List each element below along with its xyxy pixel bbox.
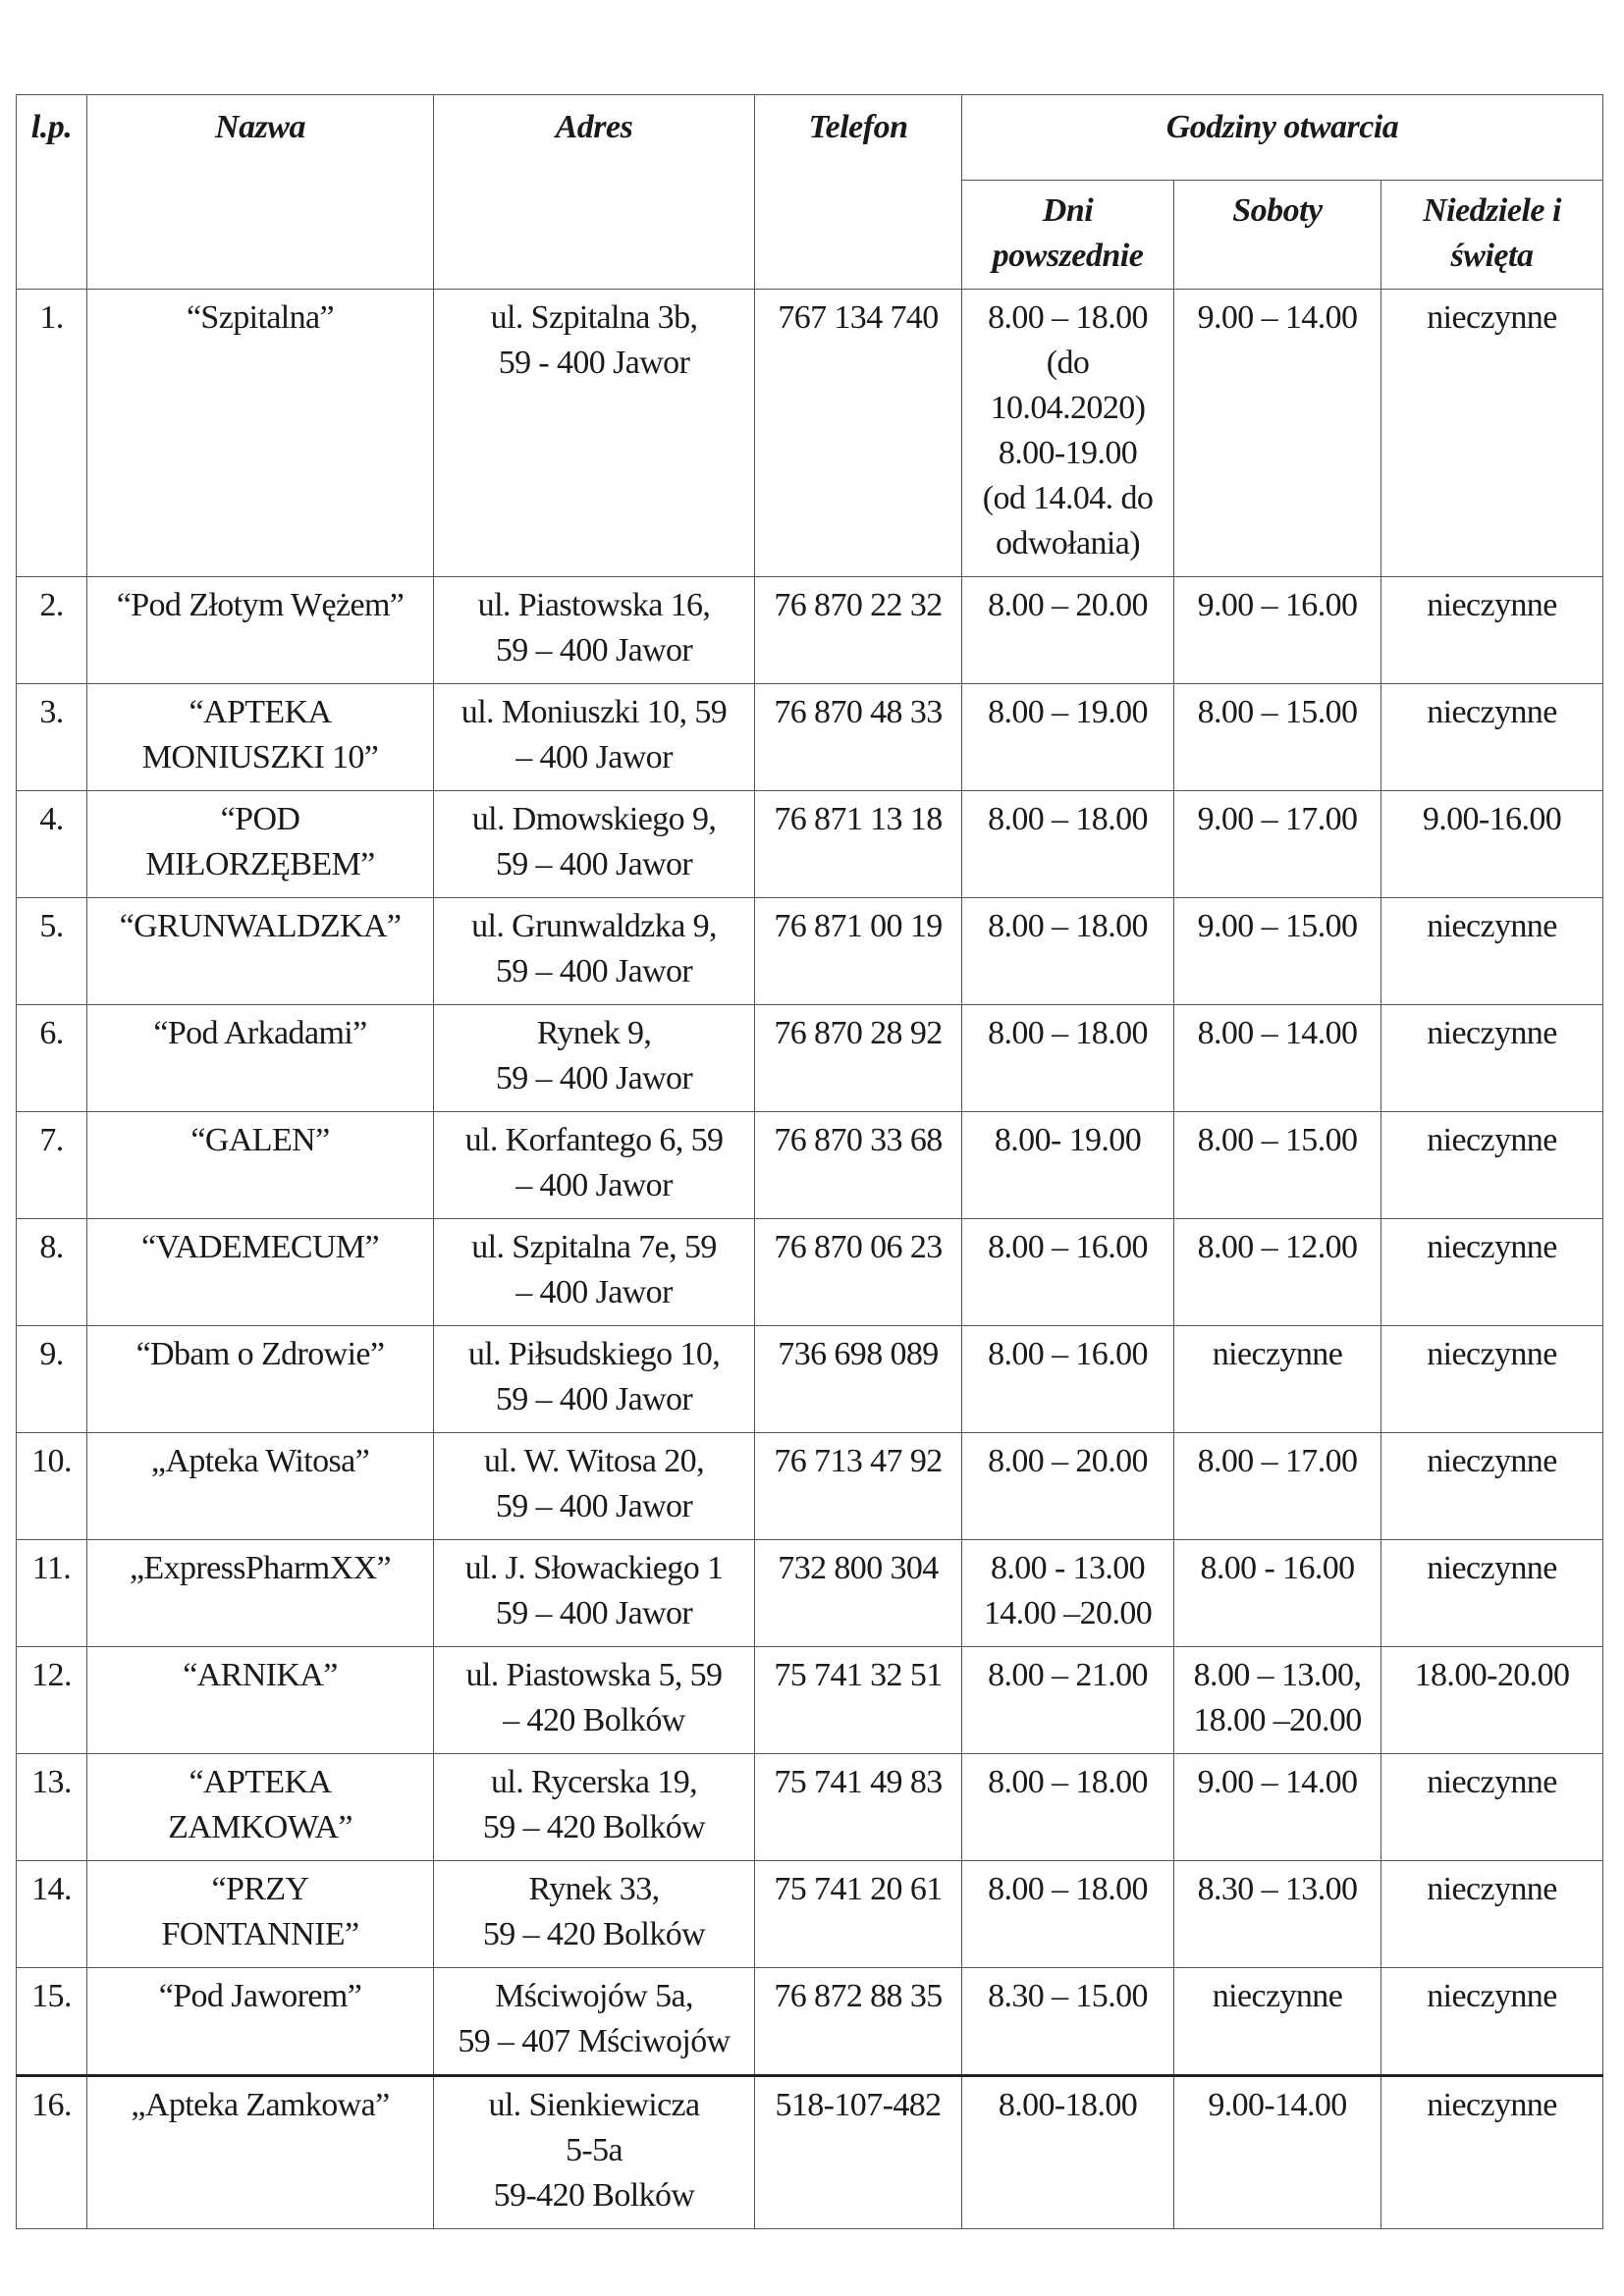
- cell-name: [87, 2076, 434, 2229]
- cell-sunday-hours-line: nieczynne: [1427, 587, 1557, 623]
- cell-name-line: “APTEKA: [189, 694, 332, 730]
- cell-weekdays-hours: [962, 1647, 1174, 1754]
- cell-weekdays-hours-line: 14.00 –20.00: [983, 1595, 1153, 1631]
- cell-weekdays-hours-line: 8.00 – 16.00: [988, 1336, 1148, 1372]
- cell-lp: 5.: [17, 898, 87, 1005]
- cell-phone: 736 698 089: [755, 1326, 962, 1433]
- cell-sunday-hours-line: nieczynne: [1427, 1229, 1557, 1265]
- table-row: [17, 290, 1603, 577]
- cell-name-line: “Pod Złotym Wężem”: [116, 587, 405, 623]
- cell-weekdays-hours: [962, 791, 1174, 898]
- table-row: [17, 1326, 1603, 1433]
- cell-saturday-hours-line: 9.00 – 14.00: [1197, 1764, 1358, 1800]
- cell-address-line: 59 – 400 Jawor: [495, 1595, 693, 1631]
- header-lp: l.p.: [17, 95, 87, 290]
- cell-sunday-hours: [1381, 1968, 1603, 2076]
- cell-saturday-hours-line: 9.00 – 16.00: [1197, 587, 1358, 623]
- cell-saturday-hours-line: 18.00 –20.00: [1193, 1702, 1362, 1738]
- cell-saturday-hours: [1174, 290, 1381, 577]
- cell-weekdays-hours-line: 8.00-18.00: [998, 2087, 1138, 2123]
- table-row: [17, 1112, 1603, 1219]
- cell-name-line: “ARNIKA”: [183, 1657, 338, 1693]
- cell-address-line: – 420 Bolków: [503, 1702, 685, 1738]
- cell-address-line: ul. J. Słowackiego 1: [464, 1550, 724, 1586]
- cell-address: [434, 577, 755, 684]
- cell-name: [87, 577, 434, 684]
- cell-sunday-hours: [1381, 1861, 1603, 1968]
- cell-name-line: “PRZY: [211, 1871, 309, 1907]
- cell-phone: 76 870 28 92: [755, 1005, 962, 1112]
- cell-address-line: Rynek 9,: [536, 1015, 652, 1051]
- cell-address-line: – 400 Jawor: [515, 1167, 673, 1203]
- cell-sunday-hours-line: nieczynne: [1427, 1122, 1557, 1158]
- cell-address-line: 5-5a: [565, 2132, 623, 2168]
- cell-weekdays-hours-line: 8.00- 19.00: [994, 1122, 1142, 1158]
- cell-sunday-hours: [1381, 898, 1603, 1005]
- cell-address-line: ul. Szpitalna 3b,: [490, 299, 698, 336]
- table-row: [17, 898, 1603, 1005]
- cell-name: [87, 1219, 434, 1326]
- cell-name: [87, 1861, 434, 1968]
- cell-saturday-hours-line: 8.00 – 15.00: [1197, 1122, 1358, 1158]
- cell-weekdays-hours-line: 8.00 – 19.00: [988, 694, 1148, 730]
- cell-address: [434, 1005, 755, 1112]
- cell-weekdays-hours-line: 8.00 – 20.00: [988, 587, 1148, 623]
- cell-address-line: ul. Piłsudskiego 10,: [467, 1336, 721, 1372]
- cell-lp: 2.: [17, 577, 87, 684]
- cell-address-line: ul. W. Witosa 20,: [484, 1443, 704, 1479]
- cell-sunday-hours-line: nieczynne: [1427, 1443, 1557, 1479]
- cell-name-line: “POD: [220, 801, 300, 837]
- cell-saturday-hours: [1174, 898, 1381, 1005]
- cell-weekdays-hours-line: 10.04.2020): [990, 390, 1146, 426]
- cell-saturday-hours-line: 8.00 - 16.00: [1200, 1550, 1355, 1586]
- table-row: [17, 1540, 1603, 1647]
- cell-lp: 16.: [17, 2076, 87, 2229]
- cell-address-line: 59-420 Bolków: [493, 2177, 695, 2214]
- cell-saturday-hours: [1174, 1005, 1381, 1112]
- cell-name-line: MIŁORZĘBEM”: [145, 846, 375, 882]
- cell-lp: 12.: [17, 1647, 87, 1754]
- cell-sunday-hours-line: 9.00-16.00: [1422, 801, 1562, 837]
- cell-name: [87, 684, 434, 791]
- cell-lp: 10.: [17, 1433, 87, 1540]
- cell-phone: 76 871 13 18: [755, 791, 962, 898]
- cell-saturday-hours: [1174, 1326, 1381, 1433]
- cell-weekdays-hours-line: 8.00 – 18.00: [988, 908, 1148, 944]
- cell-address: [434, 1647, 755, 1754]
- table-row: [17, 577, 1603, 684]
- cell-address: [434, 1754, 755, 1861]
- table-row: [17, 1754, 1603, 1861]
- cell-address: [434, 791, 755, 898]
- cell-phone: 76 713 47 92: [755, 1433, 962, 1540]
- cell-address-line: ul. Moniuszki 10, 59: [460, 694, 728, 730]
- cell-name-line: FONTANNIE”: [161, 1916, 359, 1952]
- cell-sunday-hours: [1381, 1647, 1603, 1754]
- table-row: [17, 684, 1603, 791]
- cell-phone: 75 741 20 61: [755, 1861, 962, 1968]
- cell-phone: 767 134 740: [755, 290, 962, 577]
- pharmacy-table-page: [16, 94, 1602, 2229]
- cell-phone: 75 741 49 83: [755, 1754, 962, 1861]
- cell-address: [434, 1540, 755, 1647]
- cell-sunday-hours: [1381, 2076, 1603, 2229]
- header-address: Adres: [434, 95, 755, 290]
- cell-saturday-hours-line: 8.00 – 12.00: [1197, 1229, 1358, 1265]
- cell-weekdays-hours-line: 8.00 – 18.00: [988, 1015, 1148, 1051]
- cell-address-line: ul. Piastowska 5, 59: [465, 1657, 723, 1693]
- cell-saturday-hours: [1174, 1219, 1381, 1326]
- header-weekdays-line1: Dni: [1042, 192, 1094, 229]
- cell-weekdays-hours-line: 8.00 – 16.00: [988, 1229, 1148, 1265]
- cell-phone: 76 870 22 32: [755, 577, 962, 684]
- cell-sunday-hours: [1381, 1540, 1603, 1647]
- cell-saturday-hours-line: 8.00 – 15.00: [1197, 694, 1358, 730]
- cell-weekdays-hours-line: 8.00 – 18.00: [988, 299, 1148, 336]
- cell-sunday-hours: [1381, 1112, 1603, 1219]
- cell-address: [434, 2076, 755, 2229]
- cell-saturday-hours: [1174, 577, 1381, 684]
- cell-weekdays-hours: [962, 1754, 1174, 1861]
- cell-address: [434, 1968, 755, 2076]
- cell-sunday-hours: [1381, 791, 1603, 898]
- cell-name-line: ZAMKOWA”: [168, 1809, 352, 1845]
- cell-address-line: ul. Rycerska 19,: [491, 1764, 697, 1800]
- cell-weekdays-hours: [962, 1112, 1174, 1219]
- cell-phone: 76 870 06 23: [755, 1219, 962, 1326]
- cell-saturday-hours-line: 8.30 – 13.00: [1197, 1871, 1358, 1907]
- cell-lp: 15.: [17, 1968, 87, 2076]
- cell-weekdays-hours: [962, 1968, 1174, 2076]
- cell-name-line: „Apteka Zamkowa”: [131, 2087, 390, 2123]
- cell-name-line: “Szpitalna”: [186, 299, 335, 336]
- cell-weekdays-hours-line: 8.00 - 13.00: [990, 1550, 1146, 1586]
- cell-name: [87, 1005, 434, 1112]
- cell-address-line: ul. Sienkiewicza: [488, 2087, 700, 2123]
- table-row: [17, 1968, 1603, 2076]
- cell-name: [87, 1540, 434, 1647]
- cell-address-line: ul. Dmowskiego 9,: [471, 801, 717, 837]
- cell-lp: 14.: [17, 1861, 87, 1968]
- cell-name-line: „Apteka Witosa”: [150, 1443, 370, 1479]
- table-row: [17, 1219, 1603, 1326]
- cell-address-line: 59 – 420 Bolków: [482, 1809, 706, 1845]
- cell-lp: 7.: [17, 1112, 87, 1219]
- cell-address: [434, 684, 755, 791]
- cell-sunday-hours-line: nieczynne: [1427, 1978, 1557, 2014]
- cell-weekdays-hours-line: (do: [1046, 345, 1090, 381]
- cell-address-line: ul. Grunwaldzka 9,: [471, 908, 717, 944]
- cell-sunday-hours: [1381, 290, 1603, 577]
- cell-saturday-hours-line: 9.00-14.00: [1208, 2087, 1347, 2123]
- header-phone: Telefon: [755, 95, 962, 290]
- cell-lp: 11.: [17, 1540, 87, 1647]
- cell-sunday-hours: [1381, 1326, 1603, 1433]
- cell-weekdays-hours: [962, 1433, 1174, 1540]
- cell-sunday-hours: [1381, 1754, 1603, 1861]
- cell-address-line: 59 – 407 Mściwojów: [458, 2023, 731, 2059]
- cell-sunday-hours: [1381, 577, 1603, 684]
- cell-saturday-hours-line: 8.00 – 14.00: [1197, 1015, 1358, 1051]
- cell-sunday-hours: [1381, 1433, 1603, 1540]
- cell-weekdays-hours: [962, 2076, 1174, 2229]
- cell-weekdays-hours: [962, 1005, 1174, 1112]
- cell-name-line: “Pod Jaworem”: [158, 1978, 362, 2014]
- cell-sunday-hours-line: nieczynne: [1427, 694, 1557, 730]
- cell-name-line: “GRUNWALDZKA”: [119, 908, 402, 944]
- cell-address-line: 59 – 400 Jawor: [495, 846, 693, 882]
- cell-address-line: ul. Piastowska 16,: [477, 587, 711, 623]
- cell-name-line: “APTEKA: [189, 1764, 332, 1800]
- cell-weekdays-hours-line: (od 14.04. do: [982, 480, 1154, 516]
- cell-name: [87, 1326, 434, 1433]
- cell-weekdays-hours-line: 8.00-19.00: [998, 435, 1138, 471]
- cell-weekdays-hours: [962, 1219, 1174, 1326]
- cell-sunday-hours-line: nieczynne: [1427, 908, 1557, 944]
- cell-address-line: 59 – 400 Jawor: [495, 1060, 693, 1096]
- cell-sunday-hours: [1381, 684, 1603, 791]
- cell-weekdays-hours-line: 8.00 – 20.00: [988, 1443, 1148, 1479]
- cell-name: [87, 1433, 434, 1540]
- cell-saturday-hours: [1174, 684, 1381, 791]
- cell-lp: 13.: [17, 1754, 87, 1861]
- cell-name-line: “GALEN”: [190, 1122, 330, 1158]
- header-opening-hours: Godziny otwarcia: [962, 95, 1603, 181]
- cell-address-line: 59 - 400 Jawor: [498, 345, 690, 381]
- cell-weekdays-hours: [962, 1540, 1174, 1647]
- table-row: [17, 1861, 1603, 1968]
- cell-address-line: Rynek 33,: [528, 1871, 660, 1907]
- cell-name: [87, 791, 434, 898]
- cell-lp: 6.: [17, 1005, 87, 1112]
- cell-weekdays-hours: [962, 684, 1174, 791]
- cell-address-line: 59 – 400 Jawor: [495, 1488, 693, 1524]
- header-sundays-line2: święta: [1450, 238, 1534, 274]
- cell-name-line: MONIUSZKI 10”: [141, 739, 379, 775]
- cell-address: [434, 898, 755, 1005]
- cell-weekdays-hours: [962, 1326, 1174, 1433]
- cell-sunday-hours-line: nieczynne: [1427, 2087, 1557, 2123]
- header-name: Nazwa: [87, 95, 434, 290]
- cell-lp: 4.: [17, 791, 87, 898]
- table-row: [17, 791, 1603, 898]
- cell-name: [87, 1754, 434, 1861]
- cell-saturday-hours: [1174, 791, 1381, 898]
- cell-phone: 76 870 33 68: [755, 1112, 962, 1219]
- cell-phone: 76 871 00 19: [755, 898, 962, 1005]
- header-sundays: [1381, 181, 1603, 290]
- cell-saturday-hours-line: nieczynne: [1212, 1336, 1343, 1372]
- cell-address: [434, 1861, 755, 1968]
- cell-saturday-hours-line: 9.00 – 15.00: [1197, 908, 1358, 944]
- cell-address-line: ul. Korfantego 6, 59: [464, 1122, 724, 1158]
- table-body: [17, 290, 1603, 2229]
- cell-saturday-hours: [1174, 1968, 1381, 2076]
- cell-saturday-hours: [1174, 2076, 1381, 2229]
- cell-sunday-hours-line: nieczynne: [1427, 299, 1557, 336]
- cell-address: [434, 1219, 755, 1326]
- cell-saturday-hours-line: 9.00 – 14.00: [1197, 299, 1358, 336]
- cell-address-line: 59 – 400 Jawor: [495, 632, 693, 668]
- cell-address-line: Mściwojów 5a,: [495, 1978, 693, 2014]
- cell-sunday-hours-line: nieczynne: [1427, 1550, 1557, 1586]
- cell-weekdays-hours-line: 8.00 – 18.00: [988, 801, 1148, 837]
- cell-saturday-hours: [1174, 1647, 1381, 1754]
- cell-lp: 3.: [17, 684, 87, 791]
- cell-address-line: ul. Szpitalna 7e, 59: [471, 1229, 717, 1265]
- cell-name: [87, 1968, 434, 2076]
- cell-phone: 518-107-482: [755, 2076, 962, 2229]
- cell-sunday-hours-line: nieczynne: [1427, 1015, 1557, 1051]
- cell-weekdays-hours-line: 8.30 – 15.00: [988, 1978, 1148, 2014]
- cell-name: [87, 1112, 434, 1219]
- cell-saturday-hours-line: 8.00 – 17.00: [1197, 1443, 1358, 1479]
- cell-saturday-hours: [1174, 1433, 1381, 1540]
- cell-name-line: “Dbam o Zdrowie”: [135, 1336, 385, 1372]
- cell-address-line: 59 – 400 Jawor: [495, 1381, 693, 1417]
- cell-saturday-hours: [1174, 1861, 1381, 1968]
- cell-address: [434, 290, 755, 577]
- table-row: [17, 1005, 1603, 1112]
- cell-sunday-hours-line: nieczynne: [1427, 1336, 1557, 1372]
- cell-phone: 75 741 32 51: [755, 1647, 962, 1754]
- cell-saturday-hours-line: nieczynne: [1212, 1978, 1343, 2014]
- cell-saturday-hours: [1174, 1540, 1381, 1647]
- header-weekdays-line2: powszednie: [992, 238, 1144, 274]
- cell-saturday-hours-line: 8.00 – 13.00,: [1193, 1657, 1362, 1693]
- cell-weekdays-hours-line: 8.00 – 18.00: [988, 1871, 1148, 1907]
- cell-sunday-hours: [1381, 1005, 1603, 1112]
- header-weekdays: [962, 181, 1174, 290]
- cell-address-line: 59 – 420 Bolków: [482, 1916, 706, 1952]
- cell-weekdays-hours-line: 8.00 – 18.00: [988, 1764, 1148, 1800]
- cell-lp: 1.: [17, 290, 87, 577]
- cell-name: [87, 290, 434, 577]
- cell-phone: 76 870 48 33: [755, 684, 962, 791]
- table-row: [17, 1433, 1603, 1540]
- cell-saturday-hours: [1174, 1112, 1381, 1219]
- pharmacy-table: [16, 94, 1603, 2229]
- table-row: [17, 2076, 1603, 2229]
- cell-address-line: – 400 Jawor: [515, 739, 673, 775]
- cell-address-line: 59 – 400 Jawor: [495, 953, 693, 989]
- cell-name-line: “VADEMECUM”: [140, 1229, 380, 1265]
- cell-sunday-hours-line: nieczynne: [1427, 1764, 1557, 1800]
- cell-name-line: „ExpressPharmXX”: [129, 1550, 392, 1586]
- cell-weekdays-hours: [962, 577, 1174, 684]
- cell-sunday-hours-line: nieczynne: [1427, 1871, 1557, 1907]
- cell-weekdays-hours-line: odwołania): [996, 525, 1140, 561]
- cell-weekdays-hours: [962, 898, 1174, 1005]
- cell-weekdays-hours: [962, 1861, 1174, 1968]
- cell-weekdays-hours-line: 8.00 – 21.00: [988, 1657, 1148, 1693]
- cell-saturday-hours: [1174, 1754, 1381, 1861]
- cell-name: [87, 1647, 434, 1754]
- header-sundays-line1: Niedziele i: [1423, 192, 1561, 229]
- table-row: [17, 1647, 1603, 1754]
- cell-lp: 9.: [17, 1326, 87, 1433]
- cell-lp: 8.: [17, 1219, 87, 1326]
- cell-sunday-hours: [1381, 1219, 1603, 1326]
- cell-address: [434, 1326, 755, 1433]
- cell-weekdays-hours: [962, 290, 1174, 577]
- cell-sunday-hours-line: 18.00-20.00: [1414, 1657, 1570, 1693]
- cell-saturday-hours-line: 9.00 – 17.00: [1197, 801, 1358, 837]
- header-saturdays: Soboty: [1174, 181, 1381, 290]
- cell-address-line: – 400 Jawor: [515, 1274, 673, 1310]
- cell-phone: 732 800 304: [755, 1540, 962, 1647]
- cell-address: [434, 1112, 755, 1219]
- cell-phone: 76 872 88 35: [755, 1968, 962, 2076]
- cell-name-line: “Pod Arkadami”: [153, 1015, 367, 1051]
- cell-address: [434, 1433, 755, 1540]
- cell-name: [87, 898, 434, 1005]
